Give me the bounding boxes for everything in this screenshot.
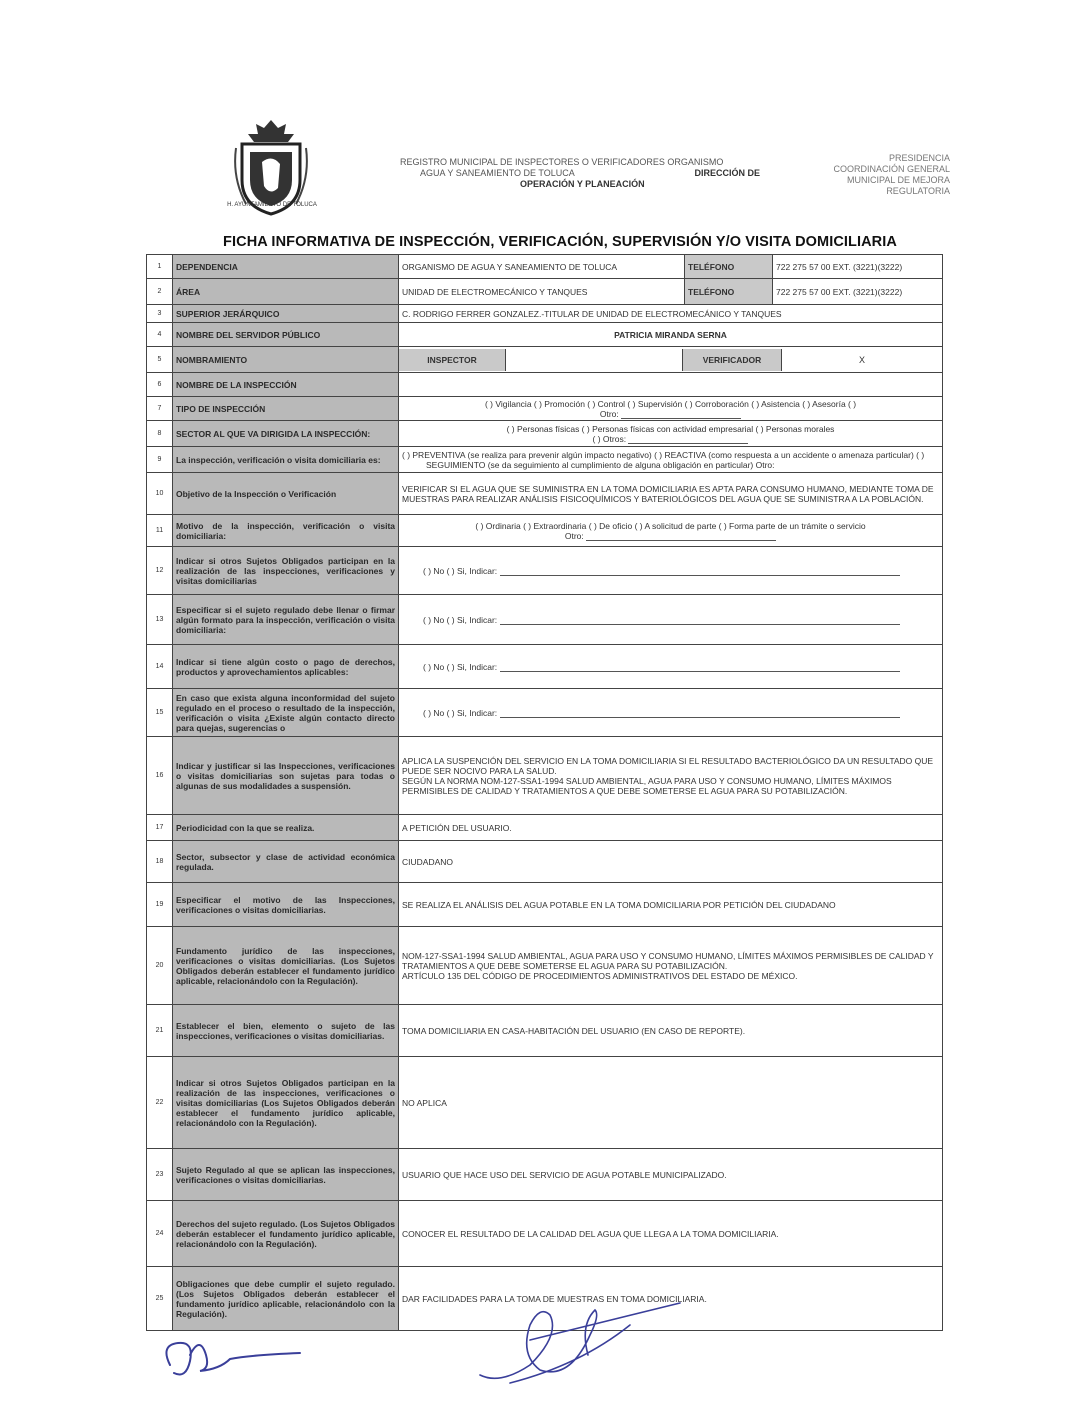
field-value — [399, 447, 943, 473]
row-number: 4 — [147, 323, 173, 347]
other-line — [628, 435, 748, 444]
field-label: Periodicidad con la que se realiza. — [173, 815, 399, 841]
phone-label: TELÉFONO — [685, 279, 773, 305]
reason-options: ( ) Ordinaria ( ) Extraordinaria ( ) De oficio ( ) A solicitud de parte ( ) Forma parte de un trámite o servicio — [475, 520, 866, 531]
table-row — [147, 421, 943, 447]
yes-no-options: ( ) No ( ) Si, Indicar: — [423, 707, 498, 718]
field-label: SUPERIOR JERÁRQUICO — [173, 305, 399, 323]
table-row — [147, 347, 943, 373]
row-number: 9 — [147, 447, 173, 473]
row-number: 15 — [147, 689, 173, 737]
header-right-line-2: COORDINACIÓN GENERAL — [833, 164, 950, 174]
field-label: En caso que exista alguna inconformidad del sujeto regulado en el proceso o resultado de la inspección, verificación o visita ¿Existe algún contacto directo para quejas, sugerencias o — [173, 689, 399, 737]
field-value — [399, 515, 943, 547]
appointment-cell — [399, 347, 943, 373]
yes-no-options: ( ) No ( ) Si, Indicar: — [423, 614, 498, 625]
table-row — [147, 1201, 943, 1267]
verifier-label: VERIFICADOR — [683, 349, 782, 371]
yes-no-options: ( ) No ( ) Si, Indicar: — [423, 565, 498, 576]
indicate-line — [500, 663, 900, 672]
field-label: Especificar si el sujeto regulado debe llenar o firmar algún formato para la inspección, verificación o visita domiciliaria: — [173, 595, 399, 645]
field-label: ÁREA — [173, 279, 399, 305]
field-value: C. RODRIGO FERRER GONZALEZ.-TITULAR DE UNIDAD DE ELECTROMECÁNICO Y TANQUES — [399, 305, 943, 323]
field-label: Sector, subsector y clase de actividad económica regulada. — [173, 841, 399, 883]
handwritten-signature-left — [160, 1325, 310, 1385]
field-label: Motivo de la inspección, verificación o visita domiciliaria: — [173, 515, 399, 547]
table-row — [147, 689, 943, 737]
table-row — [147, 323, 943, 347]
yes-no-options: ( ) No ( ) Si, Indicar: — [423, 661, 498, 672]
field-label: Especificar el motivo de las Inspecciones, verificaciones o visitas domiciliarias. — [173, 883, 399, 927]
field-value: A PETICIÓN DEL USUARIO. — [399, 815, 943, 841]
row-number: 7 — [147, 397, 173, 421]
suspension-text: APLICA LA SUSPENCIÓN DEL SERVICIO EN LA TOMA DOMICILIARIA SI EL RESULTADO BACTERIOLÓGICO DA UN RESULTADO QUE PUEDE SER NOCIVO PARA LA SALUD. — [402, 755, 934, 776]
row-number: 25 — [147, 1267, 173, 1331]
other-line — [621, 410, 741, 419]
field-value: PATRICIA MIRANDA SERNA — [399, 323, 943, 347]
field-label: Obligaciones que debe cumplir el sujeto regulado. (Los Sujetos Obligados deberán establecer el fundamento jurídico aplicable, relacionándolo con la Regulación). — [173, 1267, 399, 1331]
field-value — [399, 547, 943, 595]
field-label: Indicar y justificar si las Inspecciones, verificaciones o visitas domiciliarias son sujetas para todas o algunas de sus modalidades a suspensión. — [173, 737, 399, 815]
field-label: Fundamento jurídico de las inspecciones, verificaciones o visitas domiciliarias. (Los Sujetos Obligados deberán establecer el fundamento jurídico aplicable, relacionándolo con la Regulación). — [173, 927, 399, 1005]
field-label: Establecer el bien, elemento o sujeto de las inspecciones, verificaciones o visitas domiciliarias. — [173, 1005, 399, 1057]
phone-label: TELÉFONO — [685, 255, 773, 279]
field-value — [399, 373, 943, 397]
verifier-mark: X — [858, 354, 865, 365]
inspection-type-other — [402, 409, 939, 419]
inspector-mark-box — [506, 349, 683, 371]
row-number: 3 — [147, 305, 173, 323]
field-value: USUARIO QUE HACE USO DEL SERVICIO DE AGUA POTABLE MUNICIPALIZADO. — [399, 1149, 943, 1201]
row-number: 10 — [147, 473, 173, 515]
field-value: TOMA DOMICILIARIA EN CASA-HABITACIÓN DEL USUARIO (EN CASO DE REPORTE). — [399, 1005, 943, 1057]
field-label: Objetivo de la Inspección o Verificación — [173, 473, 399, 515]
indicate-line — [500, 567, 900, 576]
table-row — [147, 447, 943, 473]
table-row — [147, 305, 943, 323]
row-number: 2 — [147, 279, 173, 305]
other-label: Otro: — [599, 408, 619, 419]
field-label: Sujeto Regulado al que se aplican las inspecciones, verificaciones o visitas domiciliarias. — [173, 1149, 399, 1201]
field-value — [399, 737, 943, 815]
indicate-line — [500, 616, 900, 625]
field-value: UNIDAD DE ELECTROMECÁNICO Y TANQUES — [399, 279, 685, 305]
row-number: 20 — [147, 927, 173, 1005]
sector-other — [402, 434, 939, 444]
field-label: NOMBRE DE LA INSPECCIÓN — [173, 373, 399, 397]
field-value — [399, 927, 943, 1005]
row-number: 1 — [147, 255, 173, 279]
row-number: 16 — [147, 737, 173, 815]
appointment-options — [399, 349, 942, 371]
table-row — [147, 279, 943, 305]
character-followup: SEGUIMIENTO (se da seguimiento al cumplimiento de alguna obligación en particular) Otro: — [426, 459, 775, 470]
header-right-text — [810, 153, 950, 197]
field-label: Indicar si otros Sujetos Obligados participan en la realización de las inspecciones, verificaciones o visitas domiciliarias (Los Sujetos Obligados deberán establecer el fundamento jurídico aplicable, relacionándolo con la Regulación). — [173, 1057, 399, 1149]
row-number: 6 — [147, 373, 173, 397]
row-number: 11 — [147, 515, 173, 547]
inspection-form-table — [146, 254, 943, 1331]
row-number: 17 — [147, 815, 173, 841]
sector-options: ( ) Personas físicas ( ) Personas físicas con actividad empresarial ( ) Personas morales — [506, 423, 835, 434]
field-label: DEPENDENCIA — [173, 255, 399, 279]
header-direction: DIRECCIÓN DE — [694, 168, 760, 178]
field-label: Indicar si otros Sujetos Obligados participan en la realización de las inspecciones, verificaciones y visitas domiciliarias — [173, 547, 399, 595]
table-row — [147, 255, 943, 279]
field-value: DAR FACILIDADES PARA LA TOMA DE MUESTRAS EN TOMA DOMICILIARIA. — [399, 1267, 943, 1331]
field-value: ORGANISMO DE AGUA Y SANEAMIENTO DE TOLUCA — [399, 255, 685, 279]
table-row — [147, 1057, 943, 1149]
header-right-line-4: REGULATORIA — [886, 186, 950, 196]
row-number: 21 — [147, 1005, 173, 1057]
field-value: CONOCER EL RESULTADO DE LA CALIDAD DEL AGUA QUE LLEGA A LA TOMA DOMICILIARIA. — [399, 1201, 943, 1267]
logo-caption: H. AYUNTAMIENTO DE TOLUCA — [227, 202, 317, 208]
field-label: Indicar si tiene algún costo o pago de derechos, productos y aprovechamientos aplicables: — [173, 645, 399, 689]
field-label: TIPO DE INSPECCIÓN — [173, 397, 399, 421]
other-line — [586, 532, 776, 541]
field-value — [399, 689, 943, 737]
table-row — [147, 883, 943, 927]
header-right-line-1: PRESIDENCIA — [888, 153, 950, 163]
table-row — [147, 473, 943, 515]
header-line-2: AGUA Y SANEAMIENTO DE TOLUCA — [420, 168, 575, 178]
table-row — [147, 373, 943, 397]
row-number: 24 — [147, 1201, 173, 1267]
field-value — [399, 645, 943, 689]
table-row — [147, 927, 943, 1005]
table-row — [147, 595, 943, 645]
header-line-3: OPERACIÓN Y PLANEACIÓN — [520, 179, 645, 189]
field-value: SE REALIZA EL ANÁLISIS DEL AGUA POTABLE EN LA TOMA DOMICILIARIA POR PETICIÓN DEL CIUDADANO — [399, 883, 943, 927]
other-label: ( ) Otros: — [592, 433, 627, 444]
field-label: La inspección, verificación o visita domiciliaria es: — [173, 447, 399, 473]
character-options: ( ) PREVENTIVA (se realiza para prevenir algún impacto negativo) ( ) REACTIVA (como respuesta a un accidente o amenaza particular) ( ) — [402, 449, 925, 460]
row-number: 23 — [147, 1149, 173, 1201]
row-number: 18 — [147, 841, 173, 883]
row-number: 13 — [147, 595, 173, 645]
reason-other — [402, 531, 939, 541]
table-row — [147, 1149, 943, 1201]
field-label: SECTOR AL QUE VA DIRIGIDA LA INSPECCIÓN: — [173, 421, 399, 447]
page-title: FICHA INFORMATIVA DE INSPECCIÓN, VERIFICACIÓN, SUPERVISIÓN Y/O VISITA DOMICILIARIA — [223, 234, 897, 250]
row-number: 8 — [147, 421, 173, 447]
table-row — [147, 645, 943, 689]
table-row — [147, 815, 943, 841]
suspension-norm: SEGÚN LA NORMA NOM-127-SSA1-1994 SALUD AMBIENTAL, AGUA PARA USO Y CONSUMO HUMANO, LÍMITES MÁXIMOS PERMISIBLES DE CALIDAD Y TRATAMIENTOS A QUE DEBE SOMETERSE EL AGUA PARA SU POTABILIZACIÓN. — [402, 775, 892, 796]
field-value — [399, 421, 943, 447]
row-number: 19 — [147, 883, 173, 927]
row-number: 12 — [147, 547, 173, 595]
table-row — [147, 547, 943, 595]
table-row — [147, 841, 943, 883]
legal-basis-text: NOM-127-SSA1-1994 SALUD AMBIENTAL, AGUA PARA USO Y CONSUMO HUMANO, LÍMITES MÁXIMOS PERMISIBLES DE CALIDAD Y TRATAMIENTOS A QUE DEBE SOMETERSE EL AGUA PARA SU POTABILIZACIÓN. — [402, 950, 934, 971]
row-number: 22 — [147, 1057, 173, 1149]
field-value: VERIFICAR SI EL AGUA QUE SE SUMINISTRA EN LA TOMA DOMICILIARIA ES APTA PARA CONSUMO HUMANO, MEDIANTE TOMA DE MUESTRAS PARA REALIZAR ANÁLISIS FISICOQUÍMICOS Y BATERIOLÓGICOS DEL AGUA QUE SE SUMINISTRA A LA POBLACIÓN. — [399, 473, 943, 515]
header-right-line-3: MUNICIPAL DE MEJORA — [846, 175, 950, 185]
field-label: NOMBRAMIENTO — [173, 347, 399, 373]
table-row — [147, 1005, 943, 1057]
table-row — [147, 397, 943, 421]
field-value — [399, 595, 943, 645]
row-number: 14 — [147, 645, 173, 689]
table-row — [147, 515, 943, 547]
field-label: NOMBRE DEL SERVIDOR PÚBLICO — [173, 323, 399, 347]
field-value: NO APLICA — [399, 1057, 943, 1149]
legal-basis-article: ARTÍCULO 135 DEL CÓDIGO DE PROCEDIMIENTOS ADMINISTRATIVOS DEL ESTADO DE MÉXICO. — [402, 970, 798, 981]
field-label: Derechos del sujeto regulado. (Los Sujetos Obligados deberán establecer el fundamento jurídico aplicable, relacionándolo con la Regulación). — [173, 1201, 399, 1267]
phone-value: 722 275 57 00 EXT. (3221)(3222) — [773, 279, 943, 305]
field-value — [399, 397, 943, 421]
phone-value: 722 275 57 00 EXT. (3221)(3222) — [773, 255, 943, 279]
inspector-label: INSPECTOR — [399, 349, 506, 371]
handwritten-signature-center — [470, 1295, 690, 1390]
row-number: 5 — [147, 347, 173, 373]
table-row — [147, 737, 943, 815]
other-label: Otro: — [564, 530, 584, 541]
field-value: CIUDADANO — [399, 841, 943, 883]
header-line-1: REGISTRO MUNICIPAL DE INSPECTORES O VERIFICADORES ORGANISMO — [400, 157, 724, 167]
indicate-line — [500, 709, 900, 718]
inspection-type-options: ( ) Vigilancia ( ) Promoción ( ) Control ( ) Supervisión ( ) Corroboración ( ) Asistencia ( ) Asesoría ( ) — [484, 398, 857, 409]
header-registry-text — [400, 157, 780, 190]
